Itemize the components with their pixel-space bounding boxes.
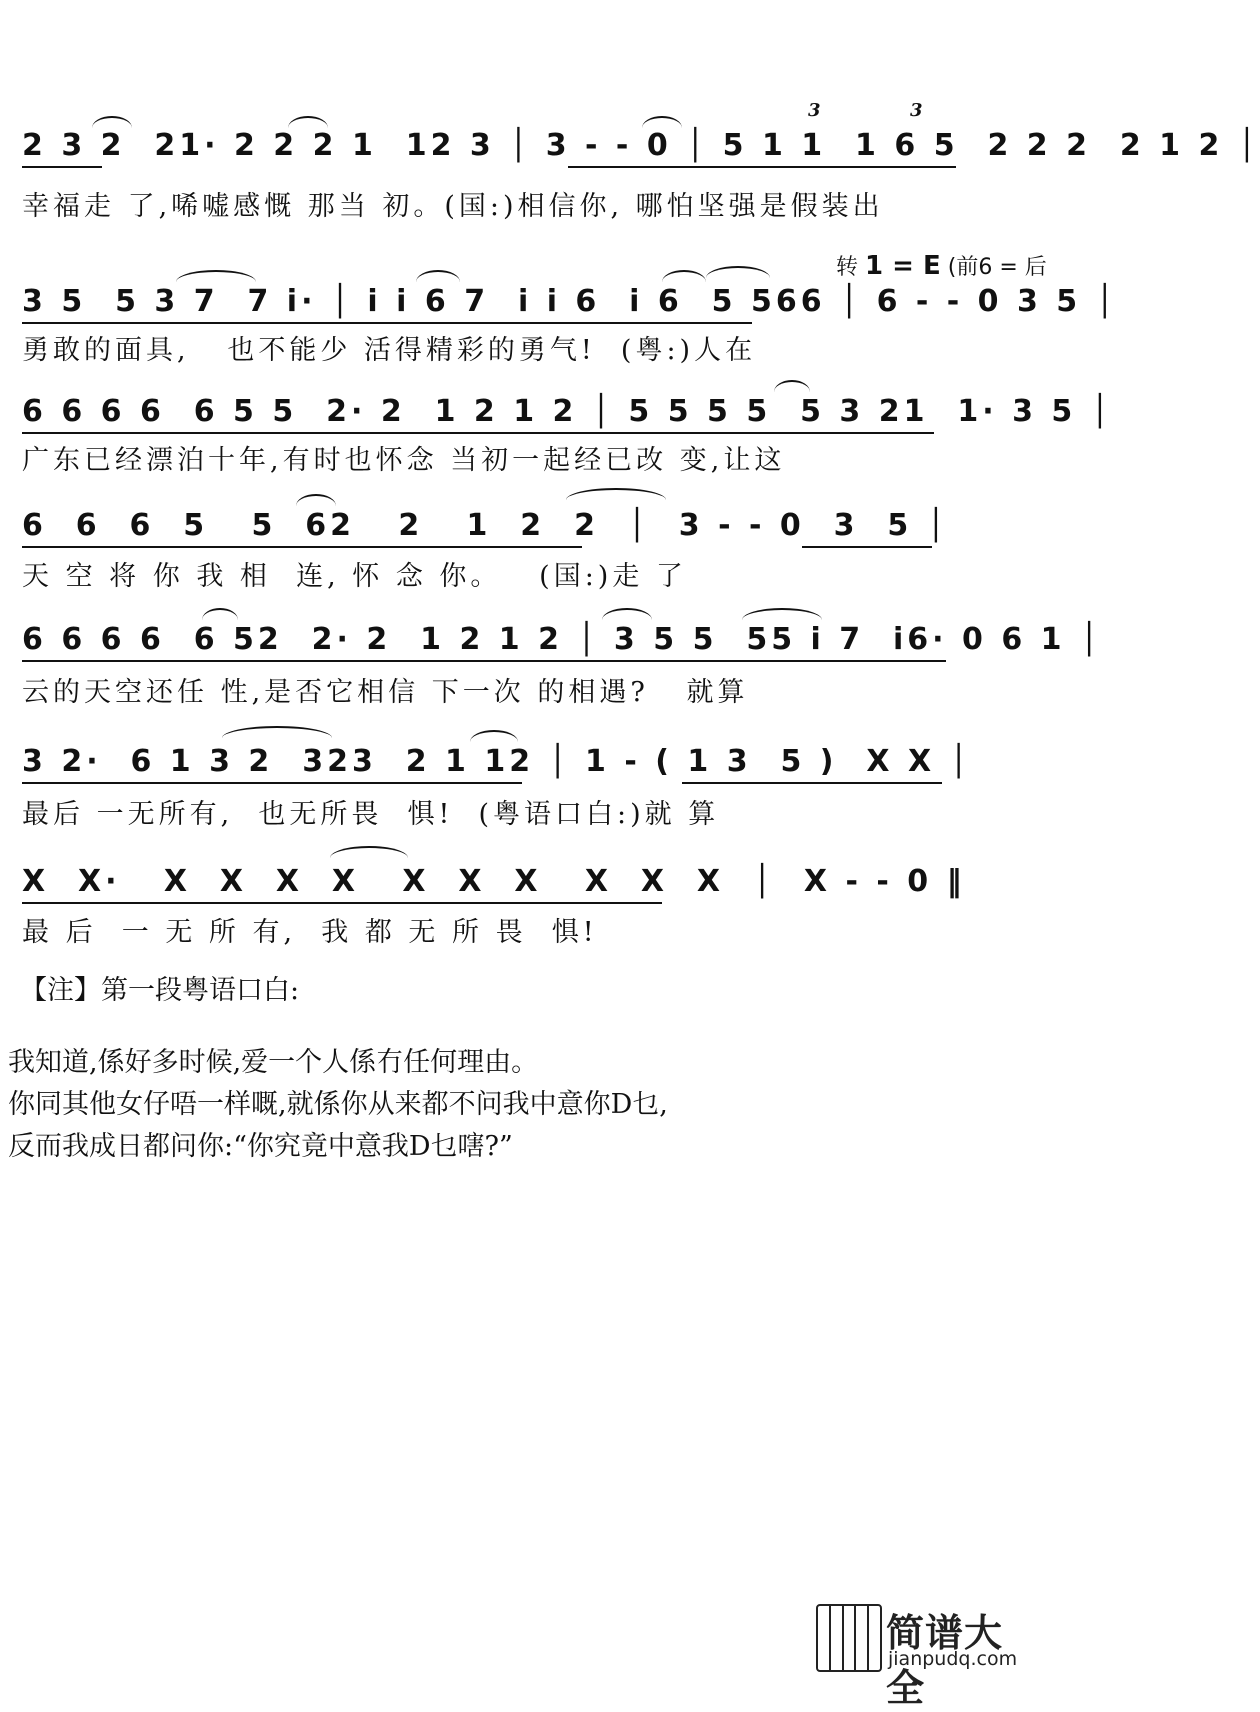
notation-line: X X· X X X X X X X X X X │ X - - 0 ‖ [22, 864, 966, 899]
lyric-line: 广东已经漂泊十年,有时也怀念 当初一起经已改 变,让这 [22, 445, 786, 476]
tie-arc [662, 270, 706, 282]
tie-arc [566, 488, 666, 500]
notation-line: 3 2· 6 1 3 2 323 2 1 12 │ 1 - ( 1 3 5 ) X X │ [22, 744, 972, 779]
tie-arc [706, 266, 770, 278]
beam [22, 660, 946, 662]
annotation-heading: 【注】第一段粤语口白: [20, 975, 300, 1006]
key-change-note: (前6 = 后 [947, 255, 1047, 280]
tie-arc [642, 116, 682, 128]
logo-url: jianpudq.com [888, 1648, 1018, 1670]
notation-line: 6 6 6 5 5 62 2 1 2 2 │ 3 - - 0 3 5 │ [22, 508, 949, 543]
annotation-line-2: 你同其他女仔唔一样嘅,就係你从来都不问我中意你D乜, [8, 1089, 668, 1120]
notation-line: 3 5 5 3 7 7 i· │ i i 6 7 i i 6 i 6 5 566 │ 6 - - 0 3 5 │ [22, 284, 1118, 319]
tie-arc [470, 730, 518, 742]
tie-arc [602, 608, 652, 620]
tie-arc [222, 726, 332, 738]
beam [22, 432, 934, 434]
site-logo [816, 1604, 1036, 1710]
beam [22, 546, 582, 548]
piano-keys-icon [816, 1604, 882, 1672]
tie-arc [288, 116, 328, 128]
beam [22, 166, 102, 168]
tie-arc [416, 270, 460, 282]
lyric-line: 最后 一无所有, 也无所畏 惧! (粤语口白:)就 算 [22, 799, 720, 830]
notation-line: 6 6 6 6 6 5 5 2· 2 1 2 1 2 │ 5 5 5 5 5 3 21 1· 3 5 │ [22, 394, 1113, 429]
key-change-label: 转 [836, 255, 859, 280]
lyric-line: 幸福走 了,唏嘘感慨 那当 初。(国:)相信你, 哪怕坚强是假装出 [22, 191, 884, 222]
triplet-mark: 3 [808, 100, 821, 121]
key-change [836, 250, 1047, 281]
tie-arc [742, 608, 822, 620]
tie-arc [774, 380, 810, 392]
beam [22, 322, 752, 324]
beam [22, 902, 662, 904]
beam [802, 546, 932, 548]
lyric-line: 勇敢的面具, 也不能少 活得精彩的勇气! (粤:)人在 [22, 335, 757, 366]
logo-title: 简谱大全 [886, 1611, 1004, 1710]
tie-arc [176, 270, 256, 282]
annotation-line-1: 我知道,係好多时候,爱一个人係冇任何理由。 [8, 1047, 539, 1078]
lyric-line: 云的天空还任 性,是否它相信 下一次 的相遇? 就算 [22, 677, 749, 708]
beam [682, 782, 942, 784]
notation-line: 6 6 6 6 6 52 2· 2 1 2 1 2 │ 3 5 5 55 i 7 i6· 0 6 1 │ [22, 622, 1103, 657]
tie-arc [92, 116, 132, 128]
key-change-key: 1 = E [865, 251, 941, 281]
notation-line: 2 3 2 21· 2 2 2 1 12 3 │ 3 - - 0 │ 5 1 1 1 6 5 2 2 2 2 1 2 │ [22, 128, 1260, 163]
beam [568, 166, 956, 168]
lyric-line: 天 空 将 你 我 相 连, 怀 念 你。 (国:)走 了 [22, 561, 687, 592]
tie-arc [330, 846, 408, 858]
lyric-line: 最 后 一 无 所 有, 我 都 无 所 畏 惧! [22, 917, 598, 948]
tie-arc [202, 608, 238, 620]
triplet-mark: 3 [910, 100, 923, 121]
beam [22, 782, 522, 784]
tie-arc [296, 494, 336, 506]
annotation-line-3: 反而我成日都问你:“你究竟中意我D乜嗐?” [8, 1131, 513, 1162]
